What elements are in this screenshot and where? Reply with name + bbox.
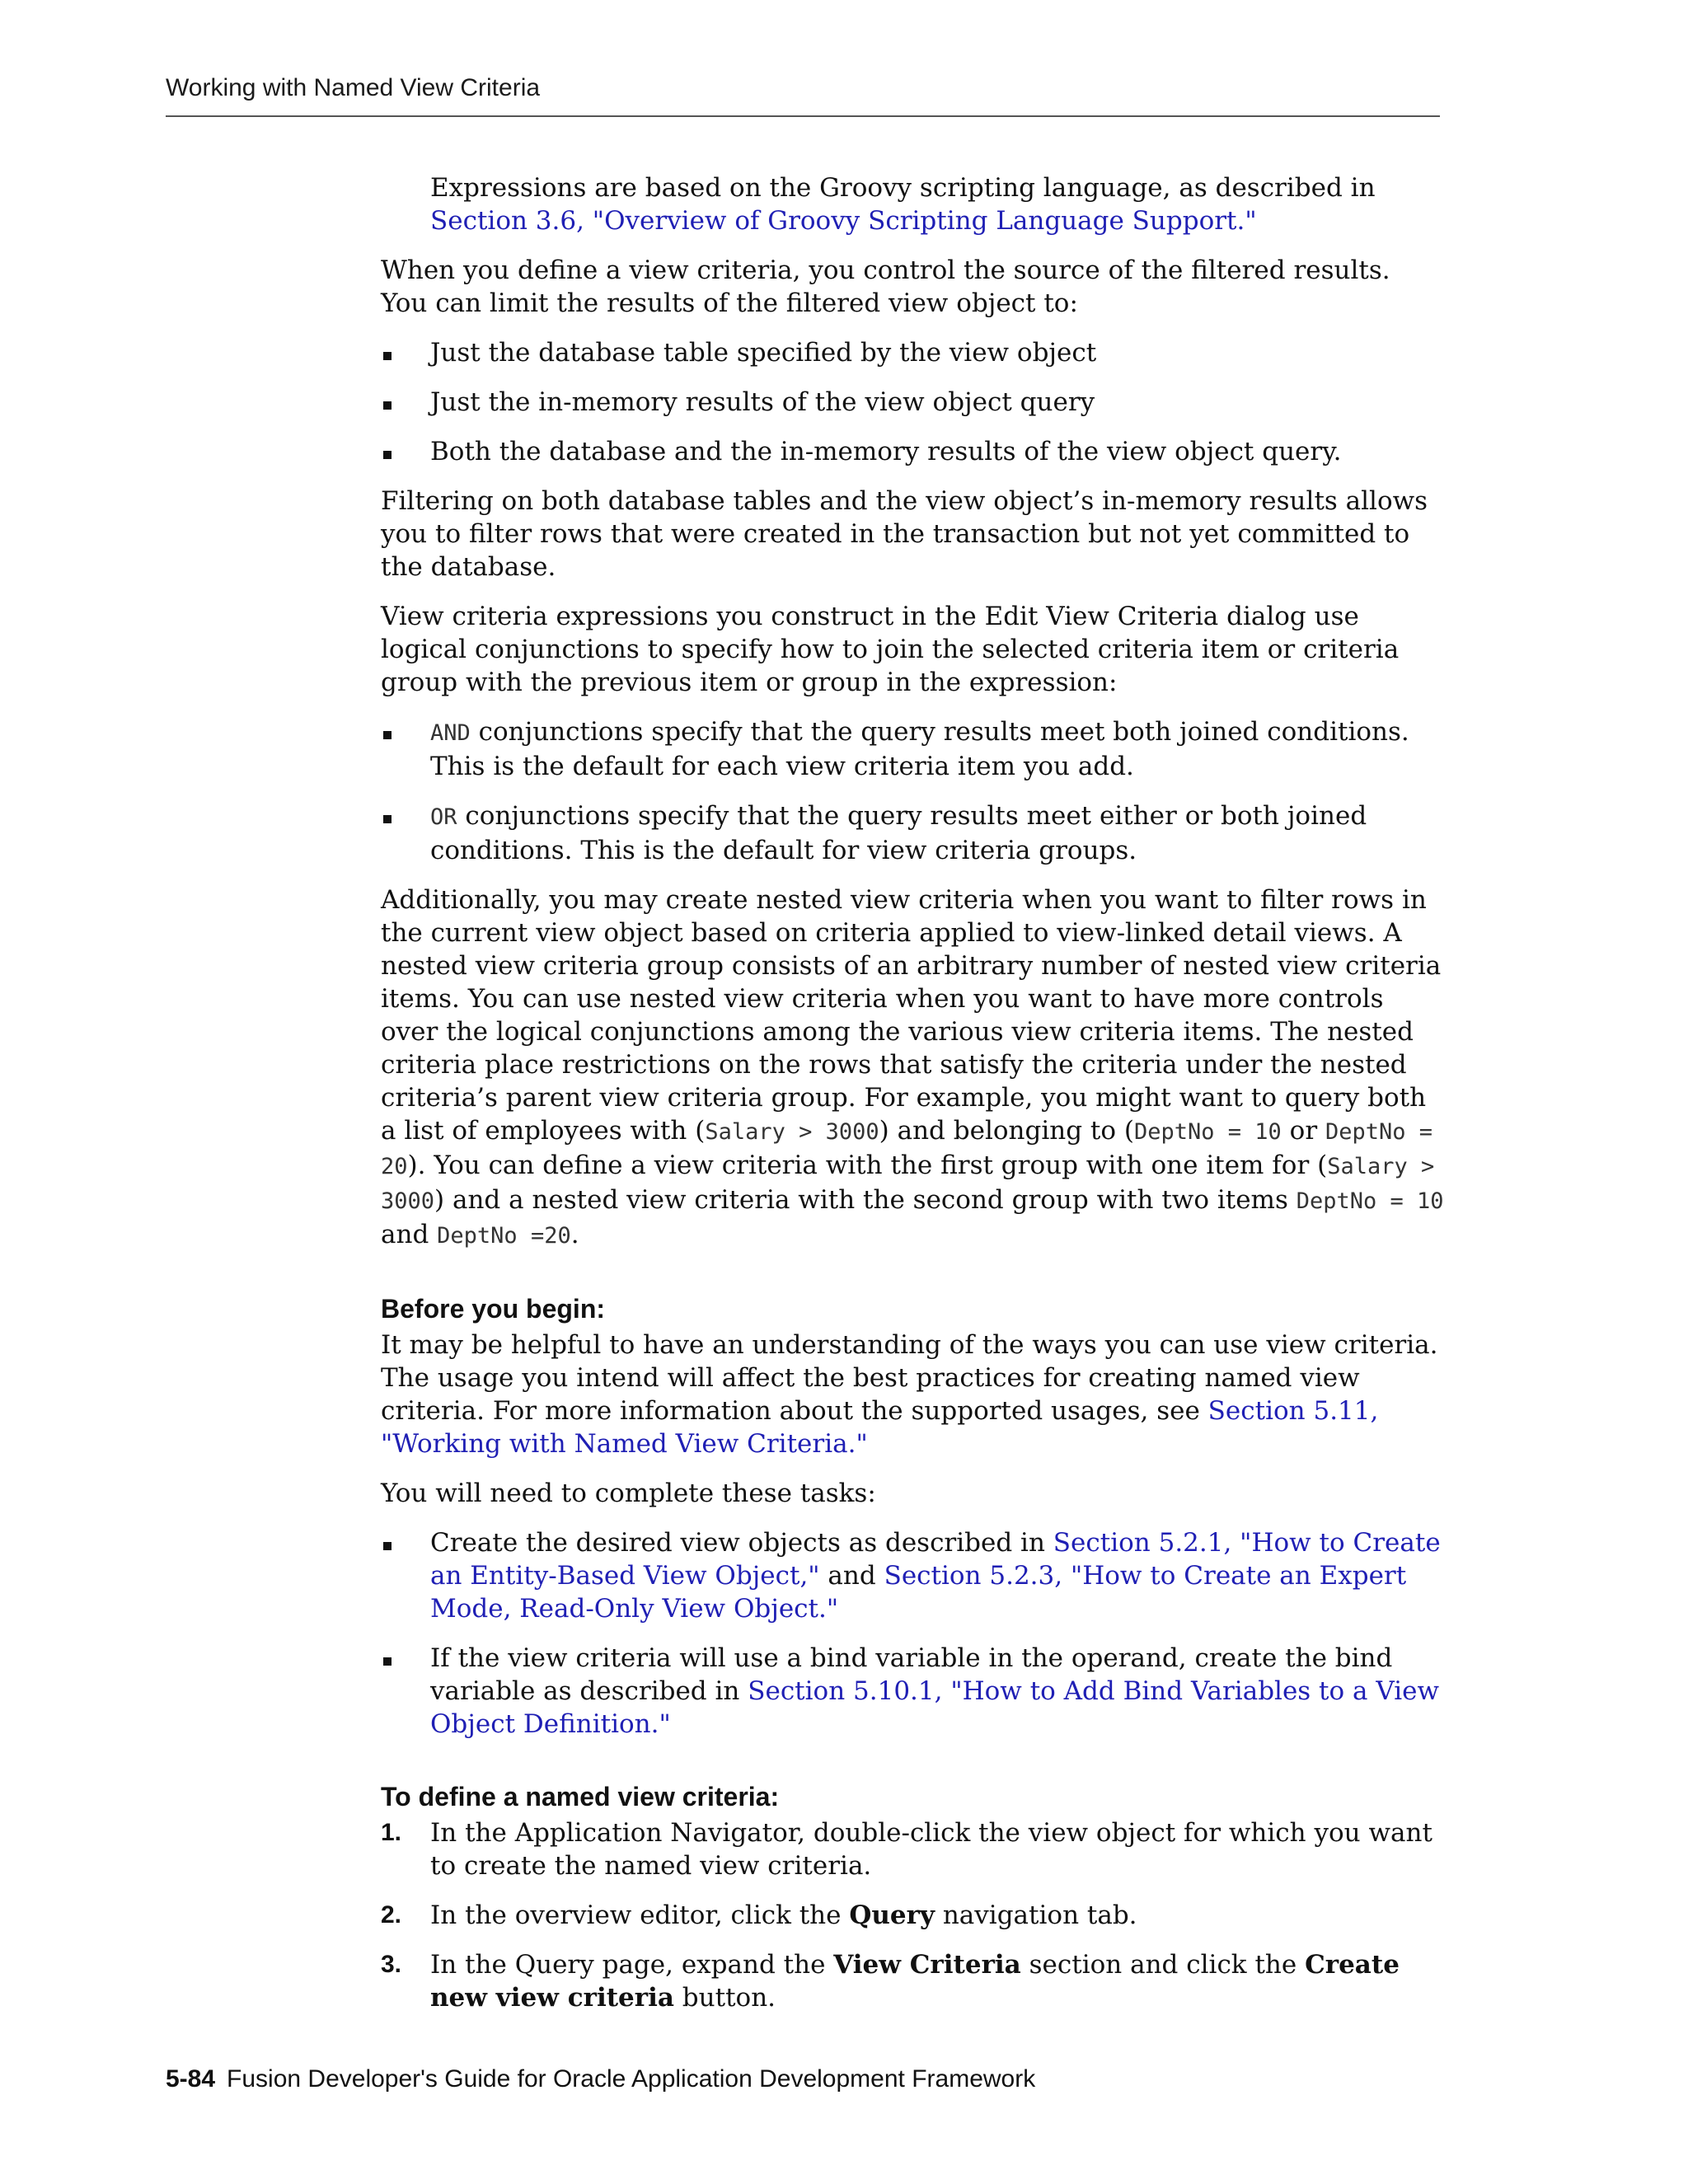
named-view-criteria-link[interactable]: Section 5.11, "Working with Named View Criteria."	[381, 1396, 1379, 1459]
step-item	[381, 1899, 1444, 1932]
book-title: Fusion Developer's Guide for Oracle Application Development Framework	[227, 2065, 1036, 2093]
page-body	[381, 171, 1444, 2031]
step-text: In the Application Navigator, double-click the view object for which you want to create the named view criteria.	[430, 1818, 1432, 1881]
code-deptno-20: DeptNo =20	[437, 1223, 571, 1249]
code-deptno-10: DeptNo = 10	[1133, 1119, 1282, 1145]
view-criteria-term: View Criteria	[833, 1950, 1021, 1980]
step-item	[381, 1816, 1444, 1882]
nested-criteria-paragraph	[381, 883, 1444, 1253]
before-you-begin-heading: Before you begin:	[381, 1294, 606, 1324]
step-text: navigation tab.	[934, 1900, 1137, 1930]
step-number: 2.	[381, 1901, 402, 1929]
list-item	[381, 715, 1444, 783]
header-divider	[166, 115, 1440, 117]
code-salary: Salary > 3000	[705, 1119, 879, 1145]
step-text: section and click the	[1020, 1950, 1306, 1980]
before-text: It may be helpful to have an understanding of the ways you can use view criteria. The usage you intend will affect the best practices for creating named view criteria. For more information about the supported usages, see	[381, 1330, 1438, 1426]
conjunctions-paragraph: View criteria expressions you construct in the Edit View Criteria dialog use logical conjunctions to specify how to join the selected criteria item or criteria group with the previous item or group in the expression:	[381, 602, 1400, 697]
source-intro-paragraph: When you define a view criteria, you control the source of the filtered results. You can limit the results of the filtered view object to:	[381, 255, 1390, 318]
code-deptno-10: DeptNo = 10	[1296, 1188, 1444, 1214]
step-text: In the Query page, expand the	[430, 1950, 834, 1980]
list-item: Both the database and the in-memory results of the view object query.	[381, 435, 1444, 468]
nested-text: or	[1281, 1116, 1325, 1146]
tasks-list	[381, 1526, 1444, 1741]
nested-text: ) and a nested view criteria with the second group with two items	[434, 1185, 1296, 1215]
step-item	[381, 1948, 1444, 2014]
step-number: 1.	[381, 1819, 402, 1846]
conjunctions-list	[381, 715, 1444, 867]
code-deptno-20: DeptNo = 20	[381, 1119, 1433, 1179]
page-number: 5-84	[166, 2065, 216, 2093]
running-header: Working with Named View Criteria	[166, 74, 541, 101]
list-item: Just the in-memory results of the view object query	[381, 386, 1444, 419]
list-item	[381, 1526, 1444, 1625]
or-description: conjunctions specify that the query results meet either or both joined conditions. This is the default for view criteria groups.	[430, 801, 1367, 865]
step-text: In the overview editor, click the	[430, 1900, 850, 1930]
entity-based-view-object-link[interactable]: Section 5.2.1, "How to Create an Entity-Based View Object,"	[430, 1528, 1441, 1591]
groovy-section-link[interactable]: Section 3.6, "Overview of Groovy Scripting Language Support."	[430, 206, 1257, 236]
task-text: Create the desired view objects as described in	[430, 1528, 1053, 1558]
and-code: AND	[430, 720, 471, 746]
before-you-begin-paragraph	[381, 1329, 1444, 1460]
list-item	[381, 799, 1444, 867]
step-text: button.	[673, 1983, 776, 2013]
groovy-note	[430, 171, 1444, 237]
filtering-paragraph: Filtering on both database tables and the view object’s in-memory results allows you to filter rows that were created in the transaction but not yet committed to the database.	[381, 486, 1428, 582]
nested-text: ) and belonging to (	[879, 1116, 1134, 1146]
code-salary: Salary > 3000	[381, 1154, 1435, 1214]
step-number: 3.	[381, 1951, 402, 1978]
or-code: OR	[430, 804, 457, 830]
bind-variables-link[interactable]: Section 5.10.1, "How to Add Bind Variables to a View Object Definition."	[430, 1676, 1440, 1739]
nested-text: Additionally, you may create nested view criteria when you want to filter rows in the current view object based on criteria applied to view-linked detail views. A nested view criteria group consists of an arbitrary number of nested view criteria items. You can use nested view criteria when you want to have more controls over the logical conjunctions among the various view criteria items. The nested criteria place restrictions on the rows that satisfy the criteria under the nested criteria’s parent view criteria group. For example, you might want to query both a list of employees with (	[381, 885, 1442, 1146]
list-item: Just the database table specified by the view object	[381, 336, 1444, 369]
list-item	[381, 1642, 1444, 1741]
define-criteria-heading: To define a named view criteria:	[381, 1782, 780, 1811]
steps-list	[381, 1816, 1444, 2014]
task-text: If the view criteria will use a bind variable in the operand, create the bind variable as described in	[430, 1643, 1393, 1706]
page-footer	[166, 2065, 1035, 2093]
expert-mode-view-object-link[interactable]: Section 5.2.3, "How to Create an Expert Mode, Read-Only View Object."	[430, 1561, 1407, 1624]
task-text: and	[819, 1561, 884, 1591]
nested-text: ). You can define a view criteria with the first group with one item for (	[407, 1151, 1328, 1180]
and-description: conjunctions specify that the query results meet both joined conditions. This is the default for each view criteria item you add.	[430, 717, 1409, 781]
nested-text: and	[381, 1220, 438, 1249]
tasks-intro: You will need to complete these tasks:	[381, 1479, 876, 1508]
nested-text: .	[570, 1220, 579, 1249]
query-tab-term: Query	[849, 1900, 935, 1930]
groovy-note-text: Expressions are based on the Groovy scripting language, as described in	[430, 173, 1376, 203]
source-options-list	[381, 336, 1444, 468]
create-new-view-criteria-term: Create new view criteria	[430, 1950, 1400, 2013]
